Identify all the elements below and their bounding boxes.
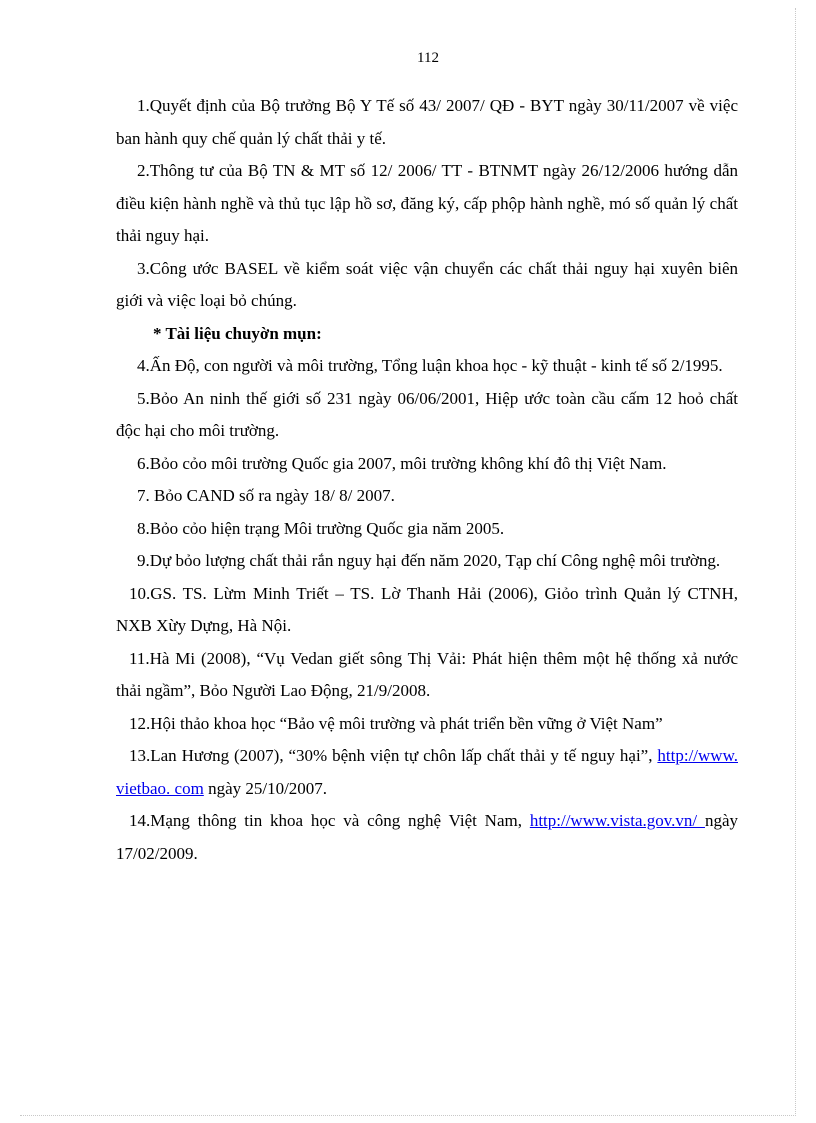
page-number: 112: [417, 50, 439, 66]
reference-number: 8.: [137, 518, 150, 538]
reference-item-9: [116, 545, 738, 578]
reference-number: 6.: [137, 453, 150, 473]
reference-item-8: [116, 513, 738, 546]
reference-item-2: [116, 155, 738, 253]
reference-text: GS. TS. Lừm Minh Triết – TS. Lờ Thanh Hải (2006), Giỏo trình Quản lý CTNH, NXB Xừy Dựng, Hà Nội.: [116, 583, 738, 635]
reference-date: ngày 17/02/2009.: [116, 811, 739, 863]
reference-text: Bỏo cỏo hiện trạng Môi trường Quốc gia năm 2005.: [149, 518, 505, 538]
reference-item-11: [116, 643, 738, 708]
reference-number: 4.: [137, 356, 150, 375]
reference-item-13: [116, 740, 738, 805]
reference-number: 3.: [137, 258, 150, 278]
reference-text: Mạng thông tin khoa học và công nghệ Việt Nam,: [150, 811, 522, 830]
reference-number: 10.: [129, 583, 151, 603]
reference-item-3: [116, 253, 738, 318]
reference-text: Bỏo CAND số ra ngày 18/ 8/ 2007.: [149, 486, 395, 505]
section-heading: * Tài liệu chuyờn mụn:: [153, 323, 322, 343]
reference-text: Lan Hương (2007), “30% bệnh viện tự chôn lấp chất thải y tế nguy hại”,: [150, 746, 653, 765]
reference-number: 2.: [137, 161, 150, 180]
reference-number: 1.: [137, 96, 150, 115]
reference-number: 11.: [129, 648, 150, 668]
reference-number: 9.: [137, 551, 150, 570]
reference-text: Thông tư của Bộ TN & MT số 12/ 2006/ TT - BTNMT ngày 26/12/2006 hướng dẫn điều kiện hành nghề và thủ tục lập hồ sơ, đăng ký, cấp phộp hành nghề, mó số quản lý chất thải nguy hại.: [116, 161, 738, 245]
reference-date: ngày 25/10/2007.: [203, 778, 328, 798]
reference-item-12: [116, 708, 738, 741]
reference-number: 5.: [137, 388, 150, 408]
reference-text: Ấn Độ, con người và môi trường, Tổng luận khoa học - kỹ thuật - kinh tế số 2/1995.: [149, 356, 723, 375]
reference-item-6: [116, 448, 738, 481]
reference-text: Quyết định của Bộ trưởng Bộ Y Tế số 43/ 2007/ QĐ - BYT ngày 30/11/2007 về việc ban hành quy chế quản lý chất thải y tế.: [116, 96, 738, 148]
reference-item-10: [116, 578, 738, 643]
reference-link[interactable]: http://www. vietbao. com: [116, 746, 738, 798]
reference-number: 13.: [129, 746, 151, 765]
reference-text: Hội thảo khoa học “Bảo vệ môi trường và phát triển bền vững ở Việt Nam”: [150, 713, 663, 733]
reference-number: 14.: [129, 811, 151, 830]
reference-text: Hà Mi (2008), “Vụ Vedan giết sông Thị Vải: Phát hiện thêm một hệ thống xả nước thải ngầm”, Bỏo Người Lao Động, 21/9/2008.: [116, 648, 738, 700]
reference-text: Bỏo An ninh thế giới số 231 ngày 06/06/2001, Hiệp ước toàn cầu cấm 12 hoỏ chất độc hại cho môi trường.: [116, 388, 738, 440]
reference-number: 12.: [129, 713, 151, 733]
reference-link[interactable]: http://www.vista.gov.vn/: [529, 811, 705, 830]
reference-text: Dự bỏo lượng chất thải rắn nguy hại đến năm 2020, Tạp chí Công nghệ môi trường.: [149, 551, 721, 570]
reference-text: Bỏo cỏo môi trường Quốc gia 2007, môi trường không khí đô thị Việt Nam.: [149, 453, 667, 473]
reference-item-14: [116, 805, 738, 870]
reference-number: 7.: [137, 486, 150, 505]
reference-item-4: [116, 350, 738, 383]
reference-text: Công ước BASEL về kiểm soát việc vận chuyển các chất thải nguy hại xuyên biên giới và việc loại bỏ chúng.: [116, 258, 738, 310]
reference-item-7: [116, 480, 738, 513]
references-content: [116, 90, 738, 870]
reference-item-1: [116, 90, 738, 155]
reference-item-5: [116, 383, 738, 448]
